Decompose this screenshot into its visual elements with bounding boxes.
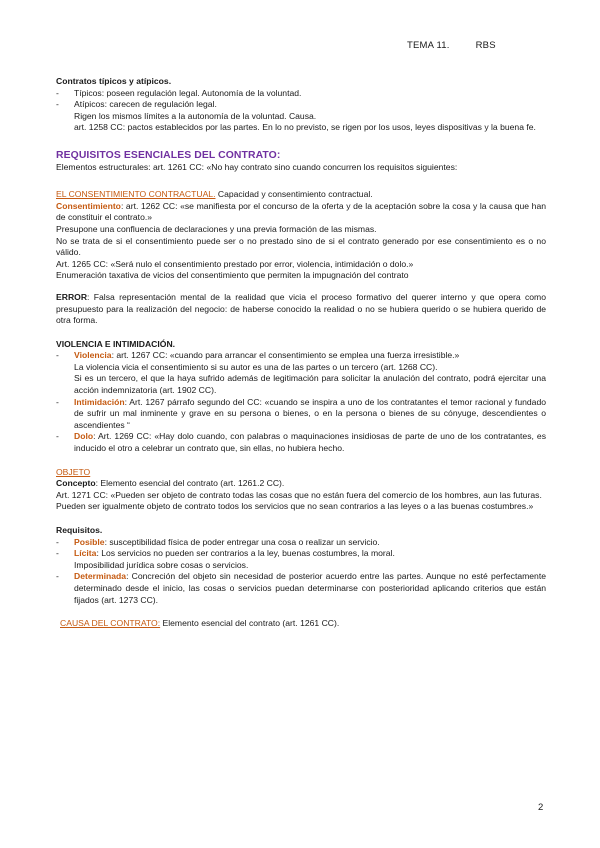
atipicos-art1258: art. 1258 CC: pactos establecidos por las partes. En lo no previsto, se rigen por los usos, leyes dispositivas y la buena fe. <box>74 122 536 133</box>
tipos-title: Contratos típicos y atípicos. <box>56 76 172 86</box>
list-item-posible <box>56 537 546 549</box>
atipicos-limites: Rigen los mismos límites a la autonomía de la voluntad. Causa. <box>74 110 317 121</box>
intimidacion-label: Intimidación <box>74 396 125 407</box>
concepto-label: Concepto <box>56 478 96 489</box>
dolo-text: : Art. 1269 CC: «Hay dolo cuando, con palabras o maquinaciones insidiosas de parte de uno de los contratantes, es inducido el otro a celebrar un contrato que, sin ellas, no hubiera hecho. <box>74 431 546 454</box>
document-body <box>56 76 546 630</box>
objeto-p1: Art. 1271 CC: «Pueden ser objeto de contrato todas las cosas que no están fuera del comercio de los hombres, aun las futuras. <box>56 489 542 500</box>
consentimiento-p1: Presupone una confluencia de declaraciones y una previa formación de las mismas. <box>56 223 377 234</box>
consentimiento-def-text: : art. 1262 CC: «se manifiesta por el concurso de la oferta y de la aceptación sobre la cosa y la causa que han de constituir el contrato.» <box>56 200 546 223</box>
page-number: 2 <box>538 802 544 813</box>
requisitos-intro: Elementos estructurales: art. 1261 CC: «No hay contrato sino cuando concurren los requisitos siguientes: <box>56 161 458 172</box>
consentimiento-section-title: EL CONSENTIMIENTO CONTRACTUAL. <box>56 189 216 200</box>
objeto-concepto <box>56 478 546 490</box>
determinada-label: Determinada <box>74 571 127 582</box>
concepto-text: : Elemento esencial del contrato (art. 1261.2 CC). <box>95 478 285 489</box>
violencia-l3: Si es un tercero, el que la haya sufrido además de legitimación para solicitar la anulación del contrato, podrá ejercitar una acción indemnizatoria (art. 1902 CC). <box>74 373 546 396</box>
consentimiento-label: Consentimiento <box>56 200 121 211</box>
posible-label: Posible <box>74 536 105 547</box>
violencia-text: : art. 1267 CC: «cuando para arrancar el consentimiento se emplea una fuerza irresistible.» <box>111 350 460 361</box>
posible-text: : susceptibilidad física de poder entregar una cosa o realizar un servicio. <box>104 536 380 547</box>
licita-label: Lícita <box>74 548 97 559</box>
consentimiento-section <box>56 189 546 201</box>
requisitos-heading: REQUISITOS ESENCIALES DEL CONTRATO: <box>56 149 281 161</box>
consentimiento-p4: Enumeración taxativa de vicios del consentimiento que permiten la impugnación del contrato <box>56 270 409 281</box>
causa-line <box>56 618 546 630</box>
req-objeto-title: Requisitos. <box>56 525 103 535</box>
list-item-determinada <box>56 571 546 606</box>
violencia-label: Violencia <box>74 350 112 361</box>
list-item-licita <box>56 548 546 560</box>
consentimiento-definition <box>56 201 546 224</box>
intimidacion-text: : Art. 1267 párrafo segundo del CC: «cuando se inspira a uno de los contratantes el temor racional y fundado de sufrir un mal inminente y grave en su persona o bienes, o en la persona o bienes de su cónyuge, descendientes o ascendientes “ <box>74 396 546 430</box>
consentimiento-p2: No se trata de si el consentimiento puede ser o no prestado sino de si el contrato generado por ese consentimiento es o no válido. <box>56 235 546 258</box>
list-item-tipicos: - Típicos: poseen regulación legal. Autonomía de la voluntad. <box>56 88 546 100</box>
licita-l2: Imposibilidad jurídica sobre cosas o servicios. <box>74 559 249 570</box>
error-paragraph <box>56 292 546 327</box>
objeto-section-title: OBJETO <box>56 466 91 477</box>
violencia-l2: La violencia vicia el consentimiento si su autor es una de las partes o un tercero (art. 1268 CC). <box>74 361 438 372</box>
causa-text: Elemento esencial del contrato (art. 1261 CC). <box>160 618 340 629</box>
header-tema: TEMA 11. <box>407 40 450 51</box>
consentimiento-p3: Art. 1265 CC: «Será nulo el consentimiento prestado por error, violencia, intimidación o dolo.» <box>56 258 414 269</box>
objeto-p2: Pueden ser igualmente objeto de contrato todos los servicios que no sean contrarios a las leyes o a las buenas costumbres.» <box>56 501 534 512</box>
error-text: : Falsa representación mental de la realidad que vicia el proceso formativo del querer interno y que opera como presupuesto para la realización del negocio: de haberse conocido la realidad o no se hubiera querido o se hubiera querido de otra forma. <box>56 291 546 326</box>
list-item-dolo <box>56 431 546 454</box>
list-item-intimidacion <box>56 397 546 432</box>
error-label: ERROR <box>56 291 88 302</box>
causa-section-title: CAUSA DEL CONTRATO: <box>60 618 161 629</box>
list-item-atipicos: - Atípicos: carecen de regulación legal. <box>56 99 546 111</box>
header-initials: RBS <box>475 40 496 51</box>
list-item-violencia <box>56 350 546 362</box>
violencia-title: VIOLENCIA E INTIMIDACIÓN. <box>56 338 176 349</box>
dolo-label: Dolo <box>74 431 94 442</box>
licita-text: : Los servicios no pueden ser contrarios a la ley, buenas costumbres, la moral. <box>96 548 395 559</box>
consentimiento-section-rest: Capacidad y consentimiento contractual. <box>215 189 373 200</box>
determinada-text: : Concreción del objeto sin necesidad de posterior acuerdo entre las partes. Aunque no esté perfectamente determinado desde el inicio, las cosas o servicios puedan determinarse con posterioridad aplicando criterios que están fijados (art. 1273 CC). <box>74 571 546 605</box>
page-header <box>407 40 496 51</box>
